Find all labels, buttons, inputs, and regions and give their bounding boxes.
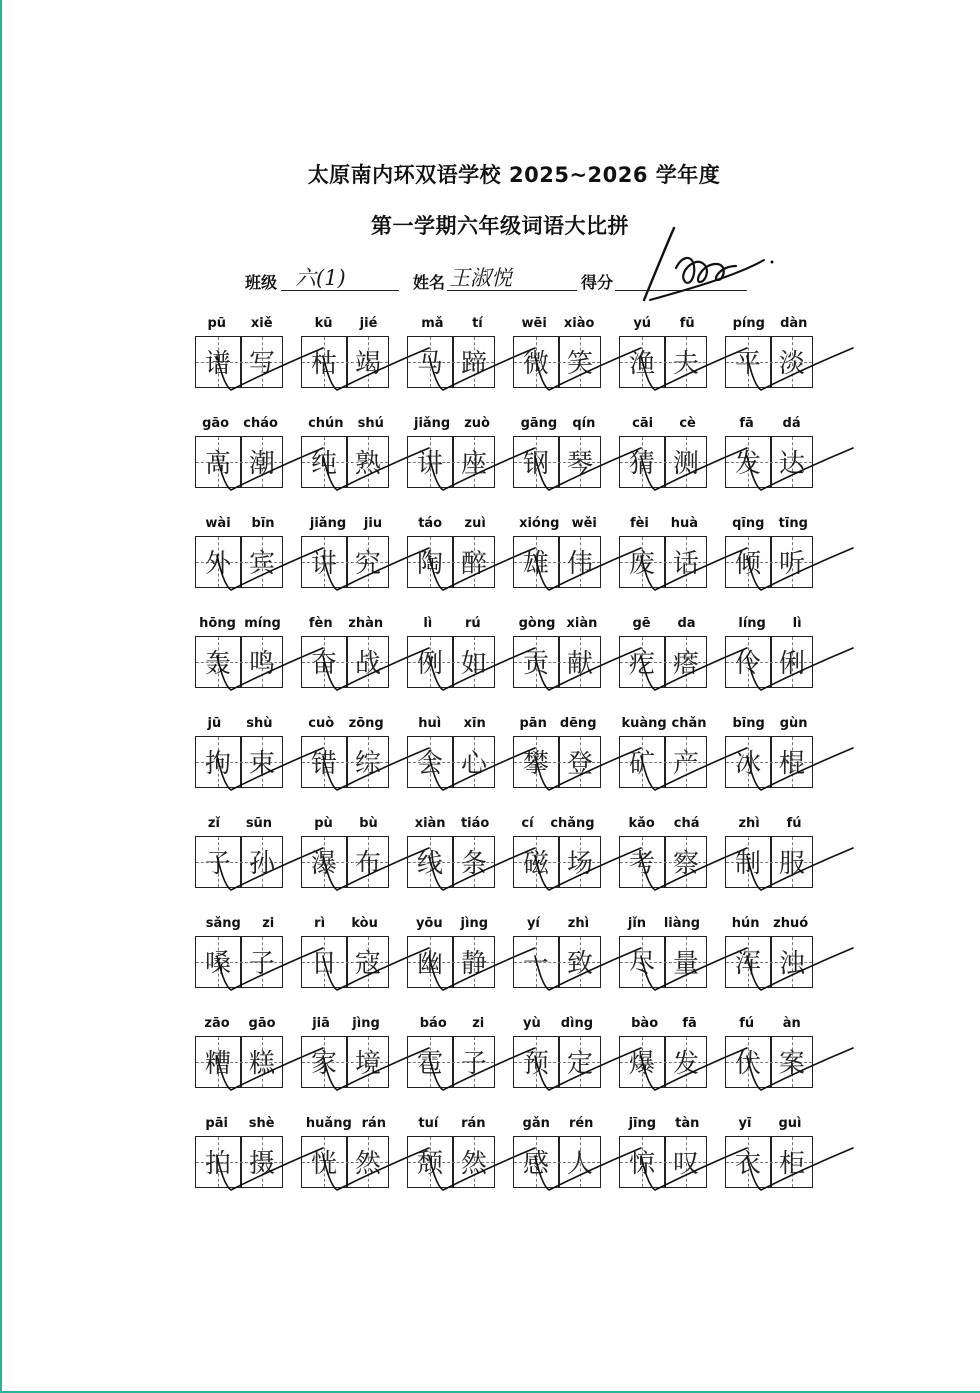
handwritten-character: 恍 [310, 1149, 337, 1179]
word-item [407, 516, 497, 578]
pinyin-syllable: pān [519, 716, 547, 731]
word-item [513, 1016, 603, 1078]
pinyin-syllable: yú [633, 316, 652, 331]
pinyin-syllable: xiě [250, 316, 273, 331]
handwritten-character: 伶 [734, 649, 761, 679]
pinyin-syllable: dìng [560, 1016, 594, 1031]
word-item [513, 716, 603, 778]
pinyin-syllable: dēng [559, 716, 597, 731]
handwritten-character: 拘 [204, 749, 231, 779]
pinyin-syllable: dá [782, 416, 801, 431]
word-item [301, 1016, 391, 1078]
handwritten-character: 日 [310, 949, 337, 979]
handwritten-character: 一 [522, 949, 549, 979]
handwritten-character: 糟 [204, 1049, 231, 1079]
pinyin-syllable: fā [739, 416, 754, 431]
handwritten-character: 倾 [734, 549, 761, 579]
handwritten-character: 惊 [628, 1149, 655, 1179]
pinyin-syllable: chǎn [671, 716, 707, 731]
word-item [513, 416, 603, 478]
pinyin-syllable: fú [786, 816, 802, 831]
word-item [619, 516, 709, 578]
check-mark-icon [725, 1016, 865, 1106]
word-item [195, 516, 285, 578]
pinyin-syllable: zhàn [348, 616, 384, 631]
handwritten-character: 场 [566, 849, 593, 879]
pinyin-syllable: chǎng [550, 816, 595, 831]
handwritten-character: 例 [416, 649, 443, 679]
pinyin-syllable: báo [419, 1016, 447, 1031]
pinyin-syllable: zōng [348, 716, 384, 731]
handwritten-character: 潮 [248, 449, 275, 479]
handwritten-character: 嗓 [204, 949, 231, 979]
handwritten-character: 纯 [310, 449, 337, 479]
handwritten-character: 熟 [354, 449, 381, 479]
pinyin-syllable: gāng [520, 416, 558, 431]
word-item [301, 416, 391, 478]
handwritten-character: 预 [522, 1049, 549, 1079]
word-item [407, 716, 497, 778]
handwritten-character: 拍 [204, 1149, 231, 1179]
handwritten-character: 雄 [522, 549, 549, 579]
handwritten-character: 静 [460, 949, 487, 979]
pinyin-syllable: shè [248, 1116, 275, 1131]
handwritten-character: 量 [672, 949, 699, 979]
handwritten-character: 错 [310, 749, 337, 779]
pinyin-syllable: zǐ [207, 816, 220, 831]
pinyin-syllable: gùn [779, 716, 808, 731]
pinyin-syllable: xīn [463, 716, 486, 731]
word-item [301, 816, 391, 878]
pinyin-syllable: jié [359, 316, 378, 331]
pinyin-syllable: sǎng [205, 916, 241, 931]
pinyin-syllable: zi [262, 916, 275, 931]
pinyin-syllable: jiā [312, 1016, 330, 1031]
word-item [725, 916, 815, 978]
pinyin-syllable: àn [782, 1016, 801, 1031]
pinyin-syllable: bào [631, 1016, 659, 1031]
handwritten-character: 然 [460, 1149, 487, 1179]
check-mark-icon [725, 816, 865, 906]
pinyin-syllable: zuì [464, 516, 486, 531]
handwritten-character: 献 [566, 649, 593, 679]
pinyin-syllable: mǎ [421, 316, 444, 331]
handwritten-character: 叹 [672, 1149, 699, 1179]
handwritten-character: 定 [566, 1049, 593, 1079]
pinyin-syllable: xiàn [414, 816, 446, 831]
pinyin-syllable: cuò [308, 716, 335, 731]
handwritten-character: 外 [204, 549, 231, 579]
handwritten-character: 爆 [628, 1049, 655, 1079]
handwritten-character: 听 [778, 549, 805, 579]
word-item [619, 1116, 709, 1178]
word-item [407, 816, 497, 878]
word-item [195, 1016, 285, 1078]
handwritten-character: 制 [734, 849, 761, 879]
page-title: 太原南内环双语学校 2025~2026 学年度 [307, 163, 721, 187]
pinyin-syllable: tiáo [460, 816, 490, 831]
pinyin-syllable: bù [359, 816, 378, 831]
check-mark-icon [725, 316, 865, 406]
word-item [725, 516, 815, 578]
handwritten-character: 寇 [354, 949, 381, 979]
pinyin-syllable: jū [207, 716, 222, 731]
class-underline [281, 290, 399, 291]
handwritten-character: 战 [354, 649, 381, 679]
handwritten-character: 矿 [628, 749, 655, 779]
handwritten-character: 夫 [672, 349, 699, 379]
handwritten-character: 产 [672, 749, 699, 779]
word-item [513, 816, 603, 878]
word-item [195, 616, 285, 678]
word-item [619, 416, 709, 478]
handwritten-character: 话 [672, 549, 699, 579]
word-item [301, 616, 391, 678]
word-item [301, 1116, 391, 1178]
pinyin-syllable: zhì [738, 816, 760, 831]
word-item [725, 716, 815, 778]
handwritten-character: 颓 [416, 1149, 443, 1179]
pinyin-syllable: hōng [199, 616, 236, 631]
pinyin-syllable: gāo [202, 416, 230, 431]
handwritten-character: 糕 [248, 1049, 275, 1079]
pinyin-syllable: fèi [629, 516, 649, 531]
handwritten-character: 人 [566, 1149, 593, 1179]
handwritten-character: 布 [354, 849, 381, 879]
word-item [513, 916, 603, 978]
pinyin-syllable: lì [792, 616, 802, 631]
handwritten-character: 线 [416, 849, 443, 879]
handwritten-character: 醉 [460, 549, 487, 579]
pinyin-syllable: dàn [780, 316, 808, 331]
handwritten-character: 子 [460, 1049, 487, 1079]
pinyin-syllable: wěi [571, 516, 597, 531]
pinyin-syllable: lì [423, 616, 433, 631]
pinyin-syllable: zhì [567, 916, 590, 931]
handwritten-character: 奋 [310, 649, 337, 679]
pinyin-syllable: huǎng [305, 1116, 352, 1131]
pinyin-syllable: gòng [518, 616, 556, 631]
check-mark-icon [725, 916, 865, 1006]
word-item [407, 1116, 497, 1178]
name-value: 王淑悦 [449, 266, 512, 290]
pinyin-syllable: táo [418, 516, 443, 531]
handwritten-character: 会 [416, 749, 443, 779]
pinyin-syllable: yù [522, 1016, 541, 1031]
handwritten-character: 子 [248, 949, 275, 979]
pinyin-syllable: tuí [418, 1116, 439, 1131]
handwritten-character: 达 [778, 449, 805, 479]
word-item [725, 616, 815, 678]
pinyin-syllable: fèn [308, 616, 333, 631]
pinyin-syllable: pū [207, 316, 226, 331]
word-item [195, 916, 285, 978]
pinyin-syllable: zi [472, 1016, 485, 1031]
pinyin-syllable: gāo [248, 1016, 276, 1031]
word-item [195, 316, 285, 378]
class-value: 六(1) [295, 266, 346, 290]
pinyin-syllable: qín [572, 416, 596, 431]
pinyin-syllable: zhuó [773, 916, 809, 931]
pinyin-syllable: xiàn [566, 616, 598, 631]
handwritten-character: 服 [778, 849, 805, 879]
handwritten-character: 座 [460, 449, 487, 479]
pinyin-syllable: yōu [415, 916, 443, 931]
pinyin-syllable: gǎn [522, 1116, 550, 1131]
handwritten-character: 衣 [734, 1149, 761, 1179]
pinyin-syllable: kǎo [628, 816, 655, 831]
pinyin-syllable: zuò [464, 416, 490, 431]
word-item [513, 316, 603, 378]
handwritten-character: 伏 [734, 1049, 761, 1079]
check-mark-icon [725, 716, 865, 806]
handwritten-character: 鸣 [248, 649, 275, 679]
handwritten-character: 登 [566, 749, 593, 779]
handwritten-character: 俐 [778, 649, 805, 679]
pinyin-syllable: gē [632, 616, 651, 631]
pinyin-syllable: fū [679, 316, 695, 331]
pinyin-syllable: hún [731, 916, 760, 931]
handwritten-character: 境 [354, 1049, 381, 1079]
handwritten-character: 马 [416, 349, 443, 379]
handwritten-character: 淡 [778, 349, 805, 379]
pinyin-syllable: huì [418, 716, 442, 731]
handwritten-character: 谱 [204, 349, 231, 379]
handwritten-character: 感 [522, 1149, 549, 1179]
word-item [301, 916, 391, 978]
handwritten-character: 考 [628, 849, 655, 879]
pinyin-syllable: líng [738, 616, 766, 631]
handwritten-character: 攀 [522, 749, 549, 779]
word-item [195, 416, 285, 478]
handwritten-character: 微 [522, 349, 549, 379]
handwritten-character: 疙 [628, 649, 655, 679]
word-item [725, 416, 815, 478]
pinyin-syllable: sūn [245, 816, 273, 831]
handwritten-character: 察 [672, 849, 699, 879]
handwritten-character: 贡 [522, 649, 549, 679]
handwritten-character: 浑 [734, 949, 761, 979]
handwritten-character: 究 [354, 549, 381, 579]
handwritten-character: 发 [734, 449, 761, 479]
pinyin-syllable: cí [521, 816, 534, 831]
pinyin-syllable: pù [314, 816, 333, 831]
pinyin-syllable: shù [246, 716, 273, 731]
handwritten-character: 伟 [566, 549, 593, 579]
handwritten-character: 柜 [778, 1149, 805, 1179]
handwritten-character: 家 [310, 1049, 337, 1079]
pinyin-syllable: jìng [352, 1016, 380, 1031]
pinyin-syllable: tí [472, 316, 483, 331]
pinyin-syllable: cāi [632, 416, 654, 431]
pinyin-syllable: rì [314, 916, 326, 931]
word-item [513, 1116, 603, 1178]
handwritten-character: 琴 [566, 449, 593, 479]
pinyin-syllable: bīng [732, 716, 765, 731]
class-label: 班级 [245, 273, 278, 292]
score-label: 得分 [581, 273, 614, 292]
handwritten-character: 发 [672, 1049, 699, 1079]
pinyin-syllable: xiào [563, 316, 595, 331]
pinyin-syllable: jiǎng [413, 416, 451, 431]
handwritten-character: 蹄 [460, 349, 487, 379]
pinyin-syllable: huà [670, 516, 699, 531]
handwritten-character: 宾 [248, 549, 275, 579]
pinyin-syllable: guì [778, 1116, 802, 1131]
handwritten-character: 讲 [310, 549, 337, 579]
page-border-left [0, 0, 2, 1393]
word-item [407, 616, 497, 678]
pinyin-syllable: liàng [663, 916, 701, 931]
pinyin-syllable: rán [461, 1116, 486, 1131]
word-item [725, 816, 815, 878]
pinyin-syllable: jǐn [627, 916, 647, 931]
word-item [301, 716, 391, 778]
pinyin-syllable: jīng [628, 1116, 657, 1131]
word-item [619, 716, 709, 778]
handwritten-character: 磁 [522, 849, 549, 879]
handwritten-character: 钢 [522, 449, 549, 479]
word-item [619, 1016, 709, 1078]
pinyin-syllable: qīng [732, 516, 765, 531]
handwritten-character: 渔 [628, 349, 655, 379]
handwritten-character: 然 [354, 1149, 381, 1179]
name-underline [447, 290, 577, 291]
handwritten-character: 浊 [778, 949, 805, 979]
check-mark-icon [725, 1116, 865, 1206]
pinyin-syllable: jiǎng [309, 516, 347, 531]
word-item [407, 916, 497, 978]
handwritten-character: 束 [248, 749, 275, 779]
pinyin-syllable: da [677, 616, 696, 631]
pinyin-syllable: rú [464, 616, 481, 631]
pinyin-syllable: fú [739, 1016, 755, 1031]
handwritten-character: 如 [460, 649, 487, 679]
pinyin-syllable: míng [244, 616, 281, 631]
handwritten-character: 平 [734, 349, 761, 379]
handwritten-character: 陶 [416, 549, 443, 579]
handwritten-character: 瘩 [672, 649, 699, 679]
word-item [725, 1016, 815, 1078]
word-item [619, 816, 709, 878]
word-item [301, 316, 391, 378]
handwritten-character: 子 [204, 849, 231, 879]
pinyin-syllable: tàn [675, 1116, 700, 1131]
handwritten-character: 尽 [628, 949, 655, 979]
word-item [619, 316, 709, 378]
word-item [513, 616, 603, 678]
word-item [619, 616, 709, 678]
pinyin-syllable: cháo [243, 416, 278, 431]
pinyin-syllable: kuàng [621, 716, 667, 731]
check-mark-icon [725, 516, 865, 606]
pinyin-syllable: wēi [521, 316, 547, 331]
handwritten-character: 雹 [416, 1049, 443, 1079]
handwritten-character: 心 [460, 749, 487, 779]
handwritten-character: 幽 [416, 949, 443, 979]
pinyin-syllable: xióng [519, 516, 560, 531]
pinyin-syllable: wài [205, 516, 231, 531]
word-item [407, 316, 497, 378]
handwritten-character: 条 [460, 849, 487, 879]
word-item [407, 416, 497, 478]
word-item [195, 816, 285, 878]
handwritten-character: 高 [204, 449, 231, 479]
handwritten-character: 废 [628, 549, 655, 579]
pinyin-syllable: chá [673, 816, 700, 831]
pinyin-syllable: cè [679, 416, 696, 431]
name-label: 姓名 [413, 273, 446, 292]
pinyin-syllable: tīng [778, 516, 808, 531]
pinyin-syllable: fā [682, 1016, 697, 1031]
pinyin-syllable: kū [314, 316, 333, 331]
handwritten-score-mark [636, 216, 796, 316]
word-item [301, 516, 391, 578]
pinyin-syllable: shú [357, 416, 384, 431]
check-mark-icon [725, 416, 865, 506]
handwritten-character: 孙 [248, 849, 275, 879]
handwritten-character: 猜 [628, 449, 655, 479]
handwritten-character: 讲 [416, 449, 443, 479]
handwritten-character: 综 [354, 749, 381, 779]
pinyin-syllable: yí [526, 916, 540, 931]
page-subtitle: 第一学期六年级词语大比拼 [371, 214, 629, 238]
word-item [513, 516, 603, 578]
pinyin-syllable: rén [568, 1116, 594, 1131]
word-item [195, 716, 285, 778]
handwritten-character: 轰 [204, 649, 231, 679]
check-mark-icon [725, 616, 865, 706]
word-item [725, 316, 815, 378]
handwritten-character: 棍 [778, 749, 805, 779]
handwritten-character: 致 [566, 949, 593, 979]
handwritten-character: 枯 [310, 349, 337, 379]
handwritten-character: 笑 [566, 349, 593, 379]
pinyin-syllable: bīn [251, 516, 275, 531]
handwritten-character: 摄 [248, 1149, 275, 1179]
handwritten-character: 案 [778, 1049, 805, 1079]
pinyin-syllable: zāo [204, 1016, 230, 1031]
handwritten-character: 竭 [354, 349, 381, 379]
word-item [407, 1016, 497, 1078]
handwritten-character: 测 [672, 449, 699, 479]
pinyin-syllable: kòu [351, 916, 378, 931]
pinyin-syllable: chún [308, 416, 344, 431]
word-item [725, 1116, 815, 1178]
handwritten-character: 冰 [734, 749, 761, 779]
pinyin-syllable: rán [361, 1116, 387, 1131]
pinyin-syllable: píng [732, 316, 765, 331]
handwritten-character: 瀑 [310, 849, 337, 879]
pinyin-syllable: jìng [460, 916, 489, 931]
handwritten-character: 写 [248, 349, 275, 379]
pinyin-syllable: yī [738, 1116, 752, 1131]
word-item [195, 1116, 285, 1178]
pinyin-syllable: jiu [363, 516, 383, 531]
pinyin-syllable: pāi [205, 1116, 228, 1131]
word-item [619, 916, 709, 978]
